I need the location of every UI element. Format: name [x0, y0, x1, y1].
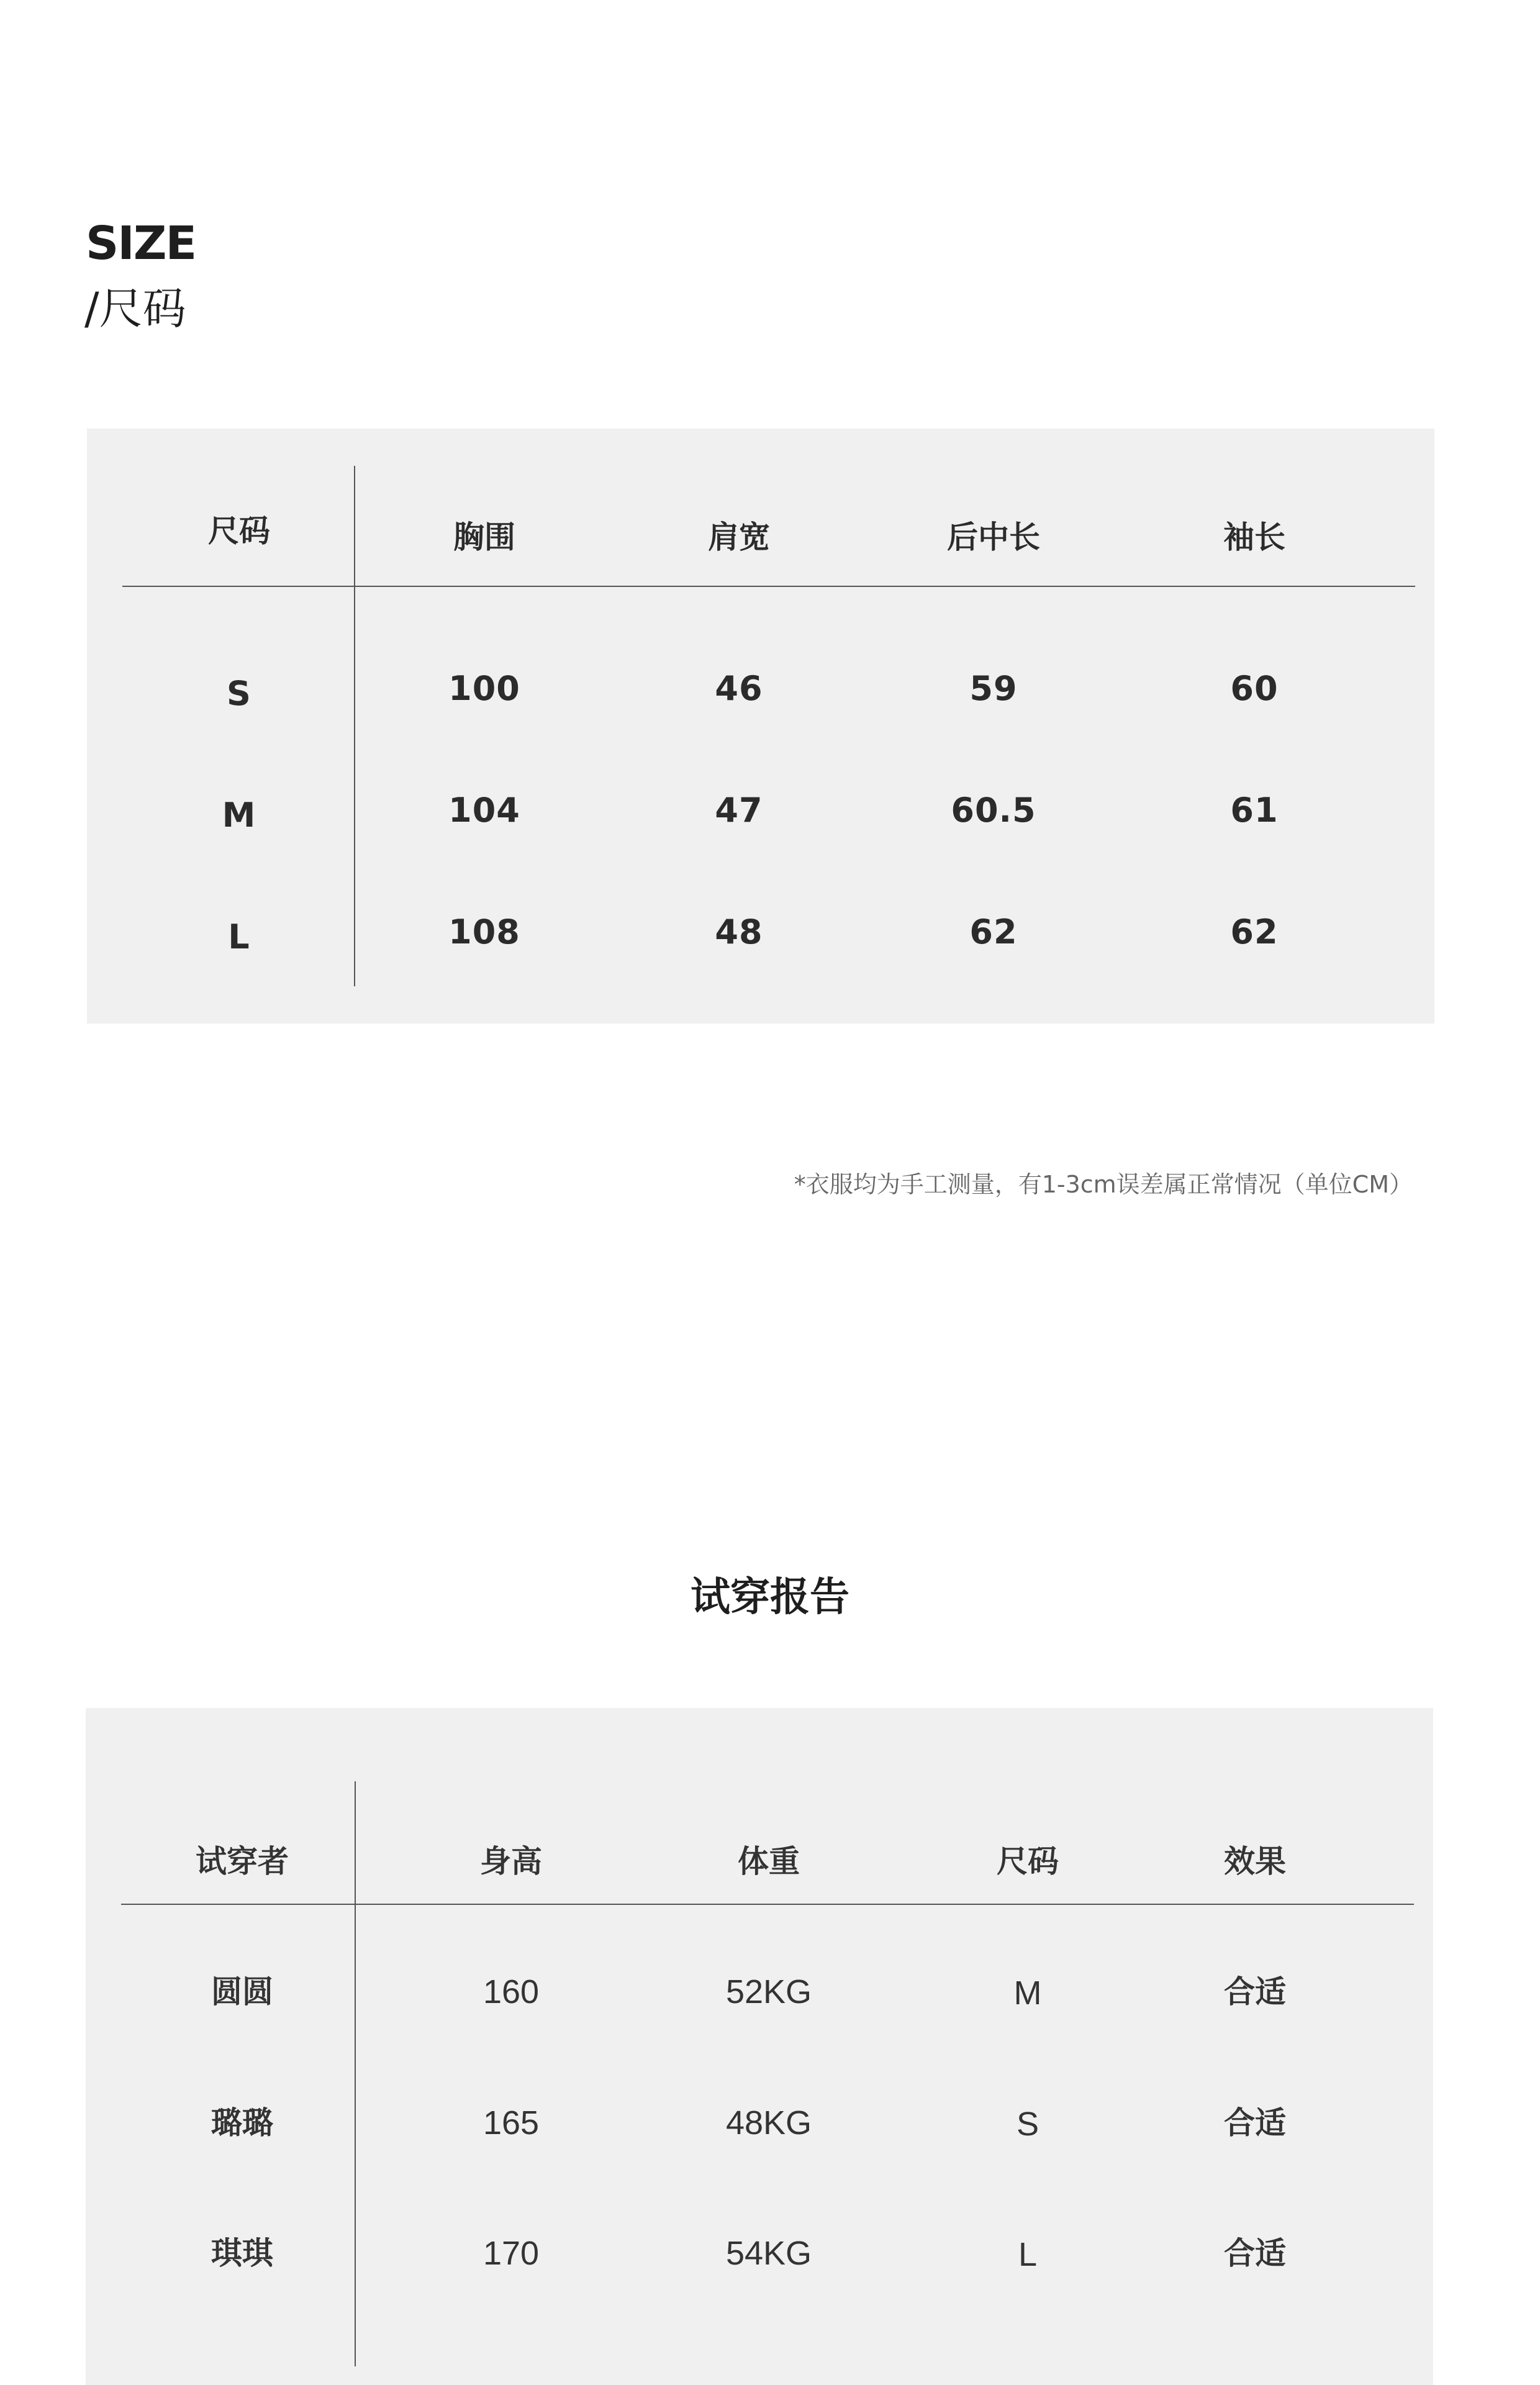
- report-header-fit: 效果: [1224, 1843, 1286, 1879]
- size-table: [87, 429, 1434, 1024]
- report-row-2-fit: 合适: [1224, 2105, 1286, 2141]
- size-title: SIZE: [86, 217, 196, 270]
- report-row-1-fit: 合适: [1224, 1974, 1286, 2010]
- size-row-s-chest: 100: [448, 669, 520, 708]
- report-table-divider-vertical: [355, 1781, 356, 2366]
- size-row-s-sleeve: 60: [1230, 669, 1279, 708]
- size-row-m-sleeve: 61: [1230, 791, 1279, 830]
- report-title: 试穿报告: [691, 1574, 849, 1620]
- size-row-l-shoulder: 48: [715, 912, 763, 952]
- report-row-3-height: 170: [482, 2235, 540, 2272]
- size-row-s-shoulder: 46: [715, 669, 763, 708]
- size-row-l-size: L: [228, 917, 250, 956]
- report-header-height: 身高: [480, 1843, 542, 1879]
- report-row-2-height: 165: [482, 2104, 540, 2142]
- report-row-3-tester: 琪琪: [211, 2235, 273, 2271]
- size-row-m-shoulder: 47: [715, 791, 763, 830]
- size-header-chest: 胸围: [453, 519, 515, 555]
- report-row-1-tester: 圆圆: [211, 1974, 273, 2010]
- size-row-s-back-length: 59: [969, 669, 1018, 708]
- report-row-2-weight: 48KG: [725, 2104, 812, 2142]
- size-table-divider-horizontal: [122, 586, 1415, 587]
- report-row-3-size: L: [1018, 2236, 1038, 2273]
- measurement-note: *衣服均为手工测量，有1-3cm误差属正常情况（单位CM）: [794, 1171, 1413, 1198]
- size-row-s-size: S: [227, 674, 251, 713]
- report-row-3-weight: 54KG: [725, 2235, 812, 2272]
- size-table-divider-vertical: [354, 466, 355, 986]
- size-row-m-back-length: 60.5: [951, 791, 1036, 830]
- report-table-divider-horizontal: [121, 1904, 1414, 1905]
- report-header-tester: 试穿者: [196, 1843, 289, 1879]
- report-row-1-size: M: [1013, 1974, 1042, 2012]
- report-row-2-size: S: [1016, 2106, 1040, 2143]
- report-row-2-tester: 璐璐: [211, 2105, 273, 2141]
- size-header-sleeve: 袖长: [1223, 519, 1285, 555]
- size-header-shoulder: 肩宽: [708, 519, 770, 555]
- size-row-m-size: M: [222, 796, 256, 835]
- size-row-l-chest: 108: [448, 912, 520, 952]
- report-header-weight: 体重: [738, 1843, 800, 1879]
- report-row-1-height: 160: [482, 1973, 540, 2010]
- report-header-size: 尺码: [997, 1843, 1059, 1879]
- report-table: [86, 1708, 1433, 2385]
- size-row-m-chest: 104: [448, 791, 520, 830]
- size-header-size: 尺码: [208, 513, 270, 549]
- size-row-l-back-length: 62: [969, 912, 1018, 952]
- report-row-3-fit: 合适: [1224, 2235, 1286, 2271]
- report-row-1-weight: 52KG: [725, 1973, 812, 2010]
- size-header-back-length: 后中长: [947, 519, 1040, 555]
- size-row-l-sleeve: 62: [1230, 912, 1279, 952]
- size-subtitle: /尺码: [84, 283, 186, 334]
